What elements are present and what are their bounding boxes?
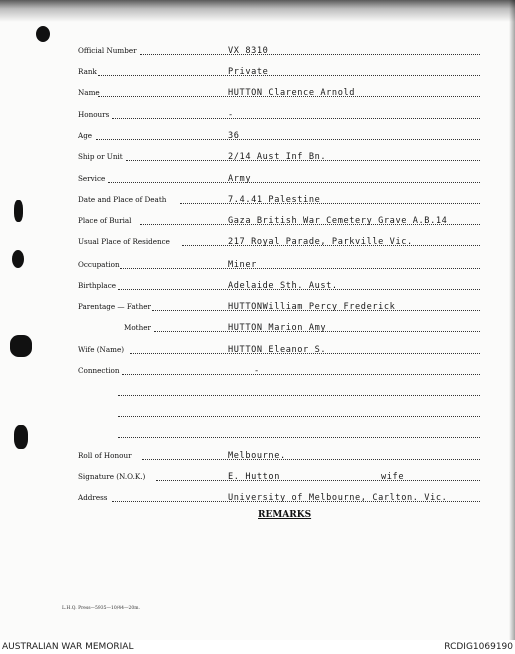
official-number-label: Official Number — [78, 46, 137, 55]
wife-value: HUTTON Eleanor S. — [228, 345, 327, 355]
connection-label: Connection — [78, 366, 120, 375]
dotted-line — [96, 139, 480, 140]
field-row-connection — [0, 362, 515, 378]
dotted-line — [180, 203, 480, 204]
blank-line-row — [0, 425, 515, 441]
mother-value: HUTTON Marion Amy — [228, 323, 327, 333]
signature-value: E. Hutton — [228, 472, 280, 482]
usual-residence-label: Usual Place of Residence — [78, 237, 170, 246]
field-row-roll-of-honour — [0, 447, 515, 463]
age-label: Age — [78, 131, 93, 140]
field-row-place-of-burial — [0, 212, 515, 228]
rank-label: Rank — [78, 67, 97, 76]
name-value: HUTTON Clarence Arnold — [228, 88, 356, 98]
age-value: 36 — [228, 131, 240, 141]
dotted-line — [120, 268, 480, 269]
service-label: Service — [78, 174, 106, 183]
signature-label: Signature (N.O.K.) — [78, 472, 146, 481]
address-label: Address — [78, 493, 108, 502]
occupation-value: Miner — [228, 260, 257, 270]
rank-value: Private — [228, 67, 269, 77]
wife-label: Wife (Name) — [78, 345, 125, 354]
field-row-occupation — [0, 256, 515, 272]
date-place-of-death-value: 7.4.41 Palestine — [228, 195, 321, 205]
field-row-mother — [0, 319, 515, 335]
archive-footer — [0, 640, 515, 654]
document-id: RCDIG1069190 — [444, 642, 513, 652]
date-place-of-death-label: Date and Place of Death — [78, 195, 167, 204]
field-row-service — [0, 170, 515, 186]
roll-of-honour-value: Melbourne. — [228, 451, 286, 461]
dotted-line — [108, 182, 480, 183]
field-row-rank — [0, 63, 515, 79]
mother-label: Mother — [124, 323, 151, 332]
field-row-signature — [0, 468, 515, 484]
punch-hole — [36, 26, 50, 42]
field-row-address — [0, 489, 515, 505]
birthplace-label: Birthplace — [78, 281, 116, 290]
place-of-burial-value: Gaza British War Cemetery Grave A.B.14 — [228, 216, 448, 226]
connection-value: - — [254, 366, 260, 376]
name-label: Name — [78, 88, 100, 97]
father-label: Parentage — Father — [78, 302, 151, 311]
dotted-line — [140, 54, 480, 55]
scan-top-shadow — [0, 0, 515, 22]
blank-line-row — [0, 404, 515, 420]
field-row-father — [0, 298, 515, 314]
dotted-line — [118, 395, 480, 396]
honours-value: - — [228, 110, 234, 120]
field-row-official-number — [0, 42, 515, 58]
field-row-name — [0, 84, 515, 100]
birthplace-value: Adelaide Sth. Aust. — [228, 281, 338, 291]
field-row-honours — [0, 106, 515, 122]
usual-residence-value: 217 Royal Parade, Parkville Vic. — [228, 237, 413, 247]
service-value: Army — [228, 174, 252, 184]
form-print-code: L.H.Q. Press—5935—10/44—20m. — [62, 606, 140, 611]
remarks-heading: REMARKS — [258, 510, 312, 520]
dotted-line — [156, 480, 480, 481]
address-value: University of Melbourne, Carlton. Vic. — [228, 493, 448, 503]
roll-of-honour-label: Roll of Honour — [78, 451, 132, 460]
dotted-line — [118, 437, 480, 438]
official-number-value: VX 8310 — [228, 46, 269, 56]
dotted-line — [112, 118, 480, 119]
signature-relation: wife — [381, 472, 405, 482]
archive-name: AUSTRALIAN WAR MEMORIAL — [2, 642, 134, 652]
occupation-label: Occupation — [78, 260, 120, 269]
dotted-line — [118, 416, 480, 417]
field-row-birthplace — [0, 277, 515, 293]
dotted-line — [98, 75, 480, 76]
blank-line-row — [0, 383, 515, 399]
field-row-usual-residence — [0, 233, 515, 249]
field-row-ship-or-unit — [0, 148, 515, 164]
dotted-line — [142, 459, 480, 460]
field-row-date-place-of-death — [0, 191, 515, 207]
field-row-age — [0, 127, 515, 143]
ship-or-unit-label: Ship or Unit — [78, 152, 123, 161]
ship-or-unit-value: 2/14 Aust Inf Bn. — [228, 152, 327, 162]
father-value: HUTTONWilliam Percy Frederick — [228, 302, 396, 312]
field-row-wife — [0, 341, 515, 357]
dotted-line — [122, 374, 480, 375]
place-of-burial-label: Place of Burial — [78, 216, 132, 225]
honours-label: Honours — [78, 110, 110, 119]
